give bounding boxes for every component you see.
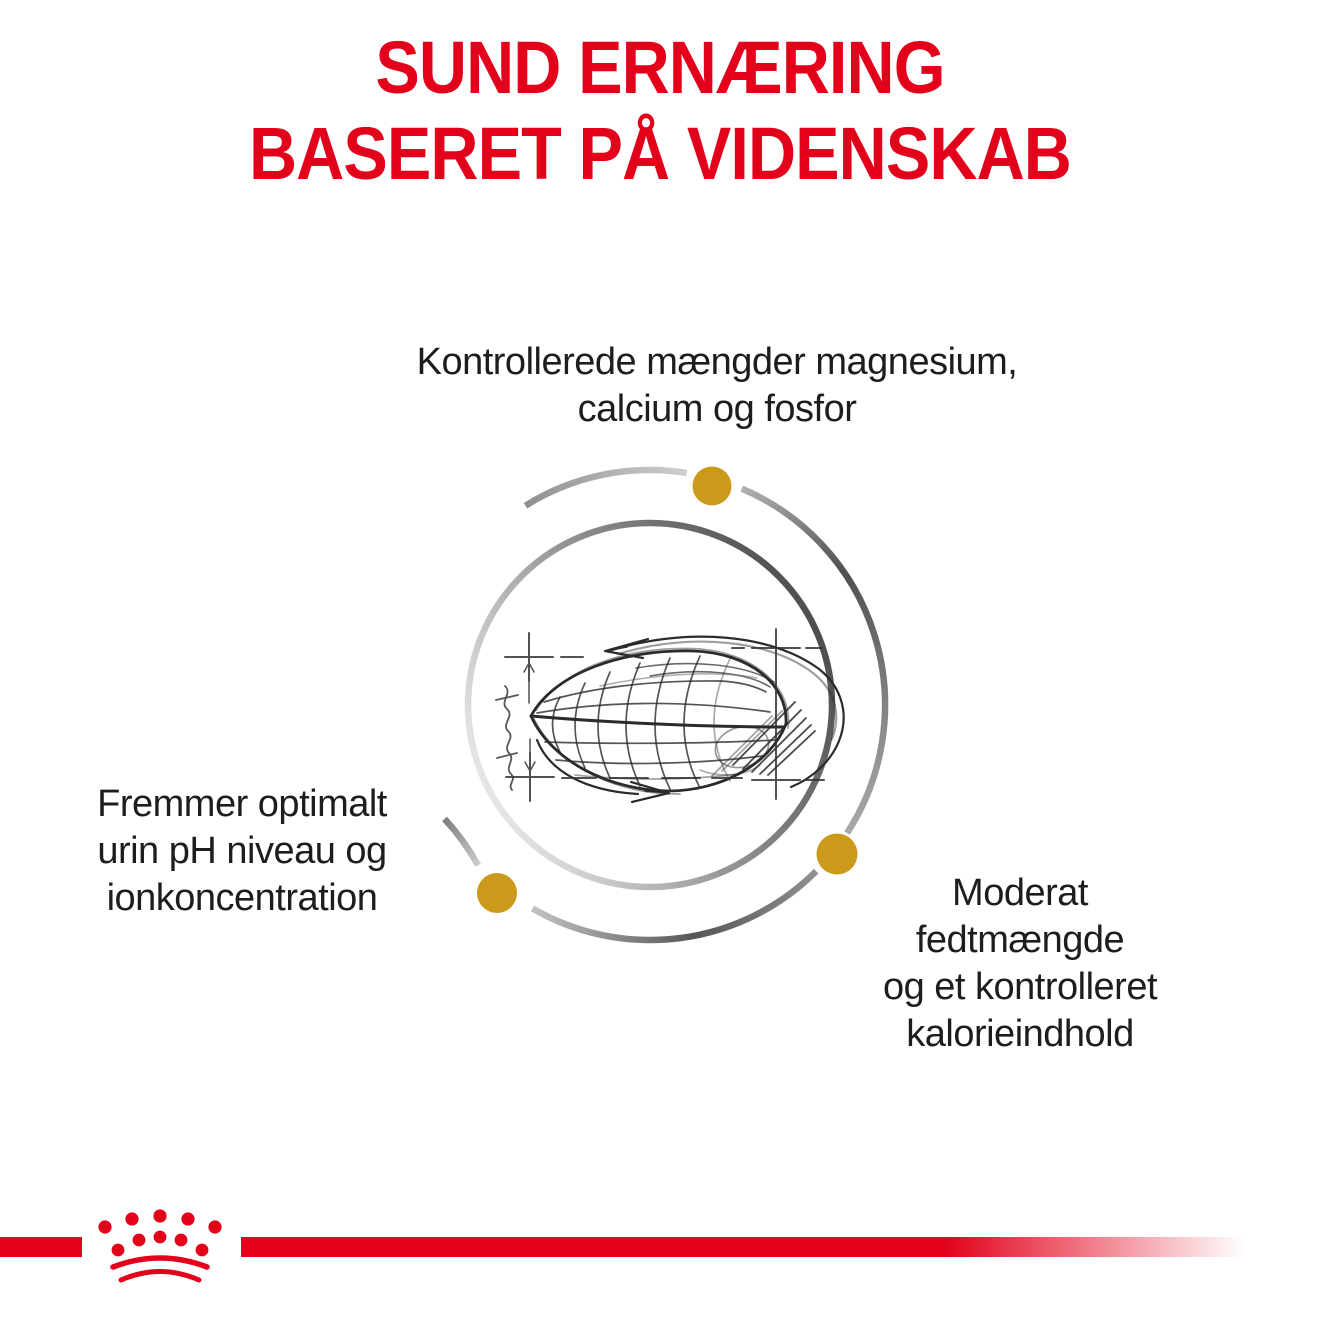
marker-dot-top <box>693 467 732 506</box>
diagram-rings <box>445 470 886 940</box>
callout-urine-ph-line3: ionkoncentration <box>106 877 378 919</box>
royal-canin-crown-logo <box>98 1209 221 1280</box>
callout-urine-ph-line2: urin pH niveau og <box>97 830 387 872</box>
outer-arc-left <box>445 819 479 865</box>
callout-fat-calories-line4: kalorieindhold <box>906 1013 1134 1055</box>
callout-minerals-line1: Kontrollerede mængder magnesium, <box>416 341 1018 383</box>
brand-bar-right <box>241 1237 1320 1257</box>
outer-arc-bottom <box>533 871 817 940</box>
callout-fat-calories-line1: Moderat <box>952 872 1088 914</box>
page-title-line1: SUND ERNÆRING <box>375 26 945 109</box>
callout-fat-calories-line3: og et kontrolleret <box>882 966 1158 1008</box>
outer-arc-top-left <box>526 470 687 506</box>
marker-dot-right <box>817 834 858 875</box>
callout-fat-calories-line2: fedtmængde <box>915 919 1125 961</box>
brand-bar-left <box>0 1237 82 1257</box>
signature-scribble <box>496 686 518 790</box>
kibble-sketch <box>496 629 844 802</box>
marker-dot-left <box>477 873 517 913</box>
callout-minerals-line2: calcium og fosfor <box>577 388 857 430</box>
callout-urine-ph-line1: Fremmer optimalt <box>97 783 387 825</box>
brand-footer <box>0 1209 1320 1280</box>
inner-ring <box>468 523 832 887</box>
page-title-line2: BASERET PÅ VIDENSKAB <box>248 112 1072 195</box>
